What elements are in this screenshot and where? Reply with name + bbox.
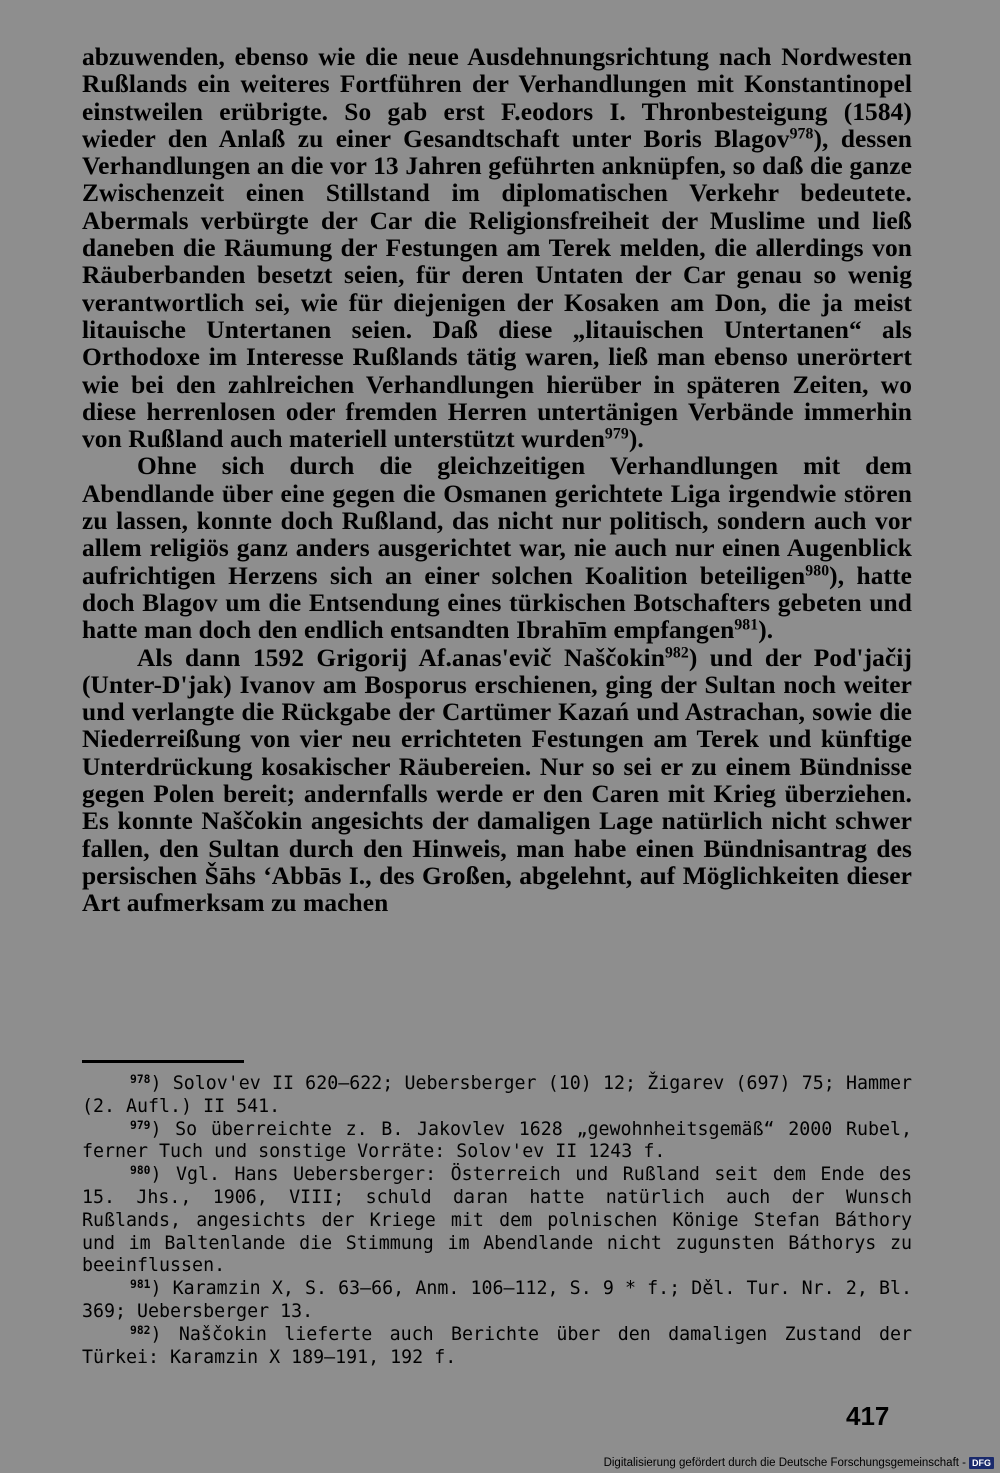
footnote-number: 978 [130, 1071, 151, 1086]
footnote-text: ) Karamzin X, S. 63—66, Anm. 106—112, S. 9 * f.; Děl. Tur. Nr. 2, Bl. 369; Uebersberger 13. [82, 1278, 912, 1322]
footnote-text: ) So überreichte z. B. Jakovlev 1628 „gewohnheitsgemäß“ 2000 Rubel, ferner Tuch und sonstige Vorräte: Solov'ev II 1243 f. [82, 1118, 912, 1163]
footnote [82, 1073, 912, 1119]
page-number: 417 [846, 1401, 890, 1431]
paragraph [82, 645, 912, 918]
footnote-ref: 979 [604, 425, 629, 443]
footnote-number: 979 [130, 1117, 151, 1132]
footnote-ref: 980 [805, 561, 830, 579]
footnote-ref: 981 [734, 616, 759, 634]
footnote-text: ) Solov'ev II 620—622; Uebersberger (10) 12; Žigarev (697) 75; Hammer (2. Aufl.) II 541. [82, 1073, 912, 1117]
footnote-text: ) Vgl. Hans Uebersberger: Österreich und Rußland seit dem Ende des 15. Jhs., 1906, VIII; schuld daran hatte natürlich auch der Wunsch Rußlands, angesichts der Kriege mit dem polnischen Könige Stefan Báthory und im Baltenlande die Stimmung im Abendlande nicht zugunsten Báthorys zu beeinflussen. [82, 1164, 912, 1277]
footnote [82, 1164, 912, 1278]
text-run: ). [628, 425, 644, 454]
dfg-logo: DFG [969, 1457, 994, 1469]
credit-text: Digitalisierung gefördert durch die Deutsche Forschungsgemeinschaft - [603, 1457, 966, 1469]
footnote-number: 982 [130, 1322, 151, 1337]
footnote-number: 981 [130, 1276, 151, 1291]
footnote [82, 1119, 912, 1165]
footnote [82, 1324, 912, 1370]
footnote [82, 1278, 912, 1324]
text-run: Ohne sich durch die gleichzeitigen Verhandlungen mit dem Abendlande über eine gegen die Osmanen gerichtete Liga irgendwie stören zu lassen, konnte doch Rußland, das nicht nur politisch, sondern auch vor allem religiös ganz anders ausgerichtet war, nie auch nur einen Augenblick aufrichtigen Herzens sich an einer solchen Koalition beteiligen [82, 452, 912, 590]
footnote-number: 980 [130, 1162, 151, 1177]
text-run: ), hatte doch Blagov um die Entsendung eines türkischen Botschafters gebeten und hatte man doch den endlich entsandten Ibrahīm empfangen [82, 561, 912, 645]
paragraph [82, 453, 912, 644]
paragraph [82, 44, 912, 453]
footnote-divider [82, 1060, 244, 1063]
main-text [82, 44, 912, 918]
text-run: ). [758, 616, 774, 645]
footnotes [82, 1073, 912, 1369]
text-run: ), dessen Verhandlungen an die vor 13 Jahren geführten anknüpfen, so daß die ganze Zwischenzeit einen Stillstand im diplomatischen Verkehr bedeutete. Abermals verbürgte der Car die Religionsfreiheit der Muslime und ließ daneben die Räumung der Festungen am Terek melden, die allerdings von Räuberbanden besetzt seien, für deren Untaten der Car genau so wenig verantwortlich sei, wie für diejenigen der Kosaken am Don, die ja meist litauische Untertanen seien. Daß diese „litauischen Untertanen“ als Orthodoxe im Interesse Rußlands tätig waren, ließ man ebenso unerörtert wie bei den zahlreichen Verhandlungen hierüber in späteren Zeiten, wo diese herrenlosen oder fremden Herren untertänigen Verbände immerhin von Rußland auch materiell unterstützt wurden [82, 124, 912, 454]
footnote-ref: 978 [789, 125, 814, 143]
text-run: Als dann 1592 Grigorij Af.anas'evič Naščokin [137, 643, 665, 672]
text-run: ) und der Pod'jačij (Unter-D'jak) Ivanov am Bosporus erschienen, ging der Sultan noch weiter und verlangte die Rückgabe der Cartümer Kazań und Astrachan, sowie die Niederreißung von vier neu errichteten Festungen am Terek und künftige Unterdrückung kosakischer Räubereien. Nur so sei er zu einem Bündnisse gegen Polen bereit; andernfalls werde er den Caren mit Krieg überziehen. Es konnte Naščokin angesichts der damaligen Lage natürlich nicht schwer fallen, den Sultan durch den Hinweis, man habe einen Bündnisantrag des persischen Šāhs ‘Abbās I., des Großen, abgelehnt, auf Möglichkeiten dieser Art aufmerksam zu machen [82, 643, 912, 918]
footnote-text: ) Naščokin lieferte auch Berichte über den damaligen Zustand der Türkei: Karamzin X 189—191, 192 f. [82, 1323, 912, 1368]
text-run: abzuwenden, ebenso wie die neue Ausdehnungsrichtung nach Nordwesten Rußlands ein weiteres Fortführen der Verhandlungen mit Konstantinopel einstweilen erübrigte. So gab erst F.eodors I. Thronbesteigung (1584) wieder den Anlaß zu einer Gesandtschaft unter Boris Blagov [82, 43, 912, 153]
footnote-ref: 982 [664, 643, 689, 661]
funding-credit [604, 1457, 994, 1469]
